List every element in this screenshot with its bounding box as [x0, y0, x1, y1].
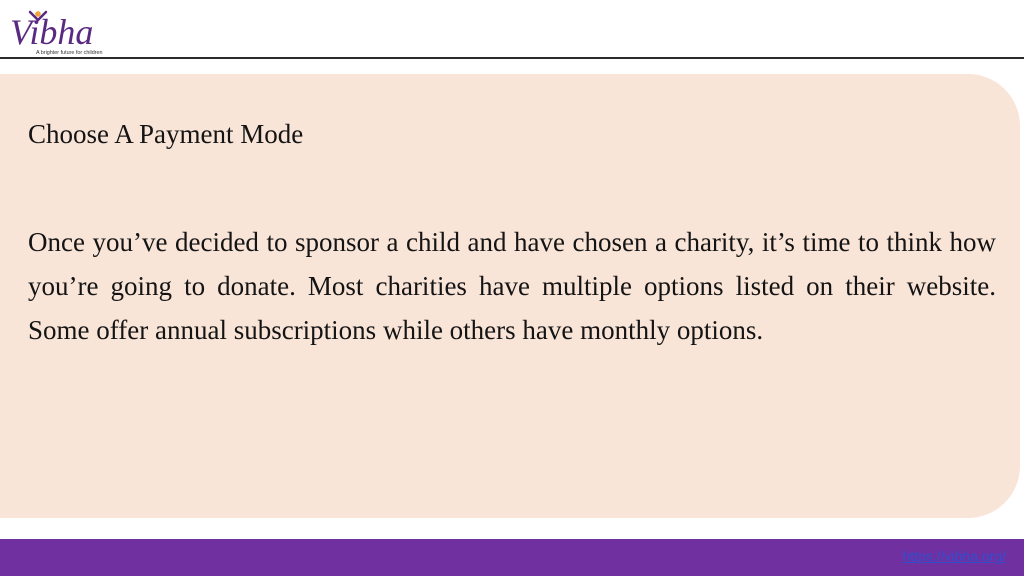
- website-link[interactable]: https://vibha.org/: [902, 548, 1006, 564]
- header-divider: [0, 57, 1024, 59]
- footer-bar: [0, 539, 1024, 576]
- section-title: Choose A Payment Mode: [28, 119, 304, 149]
- header: [0, 0, 1024, 58]
- vibha-logo[interactable]: [8, 4, 118, 56]
- logo-tagline: A brighter future for children: [36, 50, 103, 56]
- logo-wordmark: Vibha: [10, 12, 94, 52]
- section-body: Once you’ve decided to sponsor a child and have chosen a charity, it’s time to think how you’re going to donate. Most charities have multiple options listed on their website. Some offer annual subscriptions while others have monthly options.: [28, 227, 996, 345]
